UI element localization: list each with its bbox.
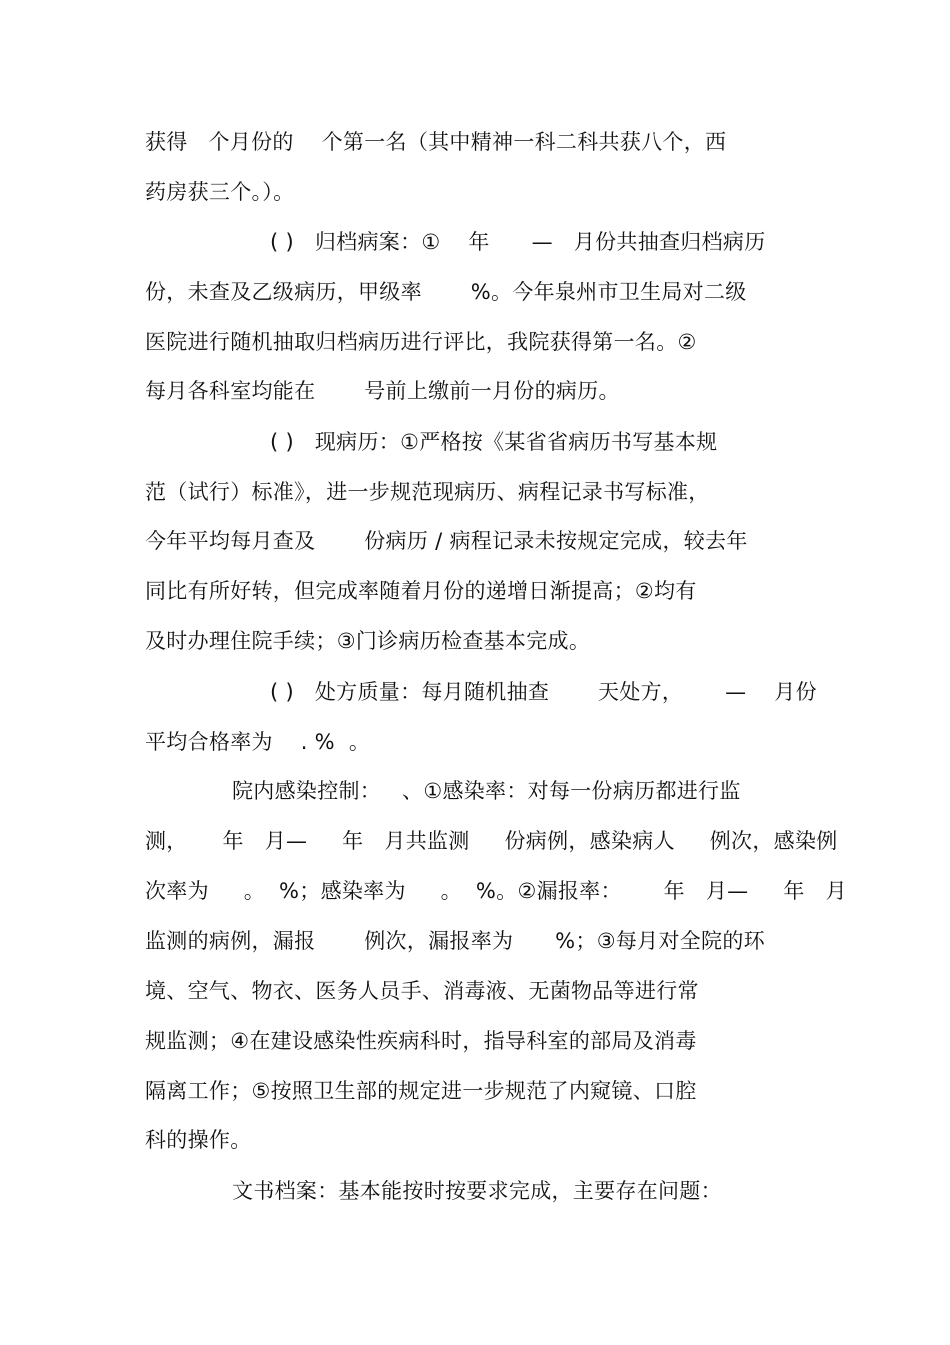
text-line: 平均合格率为 . % 。: [145, 730, 371, 754]
text-line: 同比有所好转，但完成率随着月份的递增日渐提高；②均有: [145, 579, 697, 603]
text-line: 医院进行随机抽取归档病历进行评比，我院获得第一名。②: [145, 330, 697, 354]
text-line: 药房获三个。）。: [145, 180, 295, 204]
text-line: 每月各科室均能在 号前上缴前一月份的病历。: [145, 379, 620, 403]
text-line: ( ) 归档病案：① 年 — 月份共抽查归档病历: [270, 230, 766, 254]
text-line: 范（试行）标准》，进一步规范现病历、病程记录书写标准，: [145, 480, 710, 504]
text-line: 份，未查及乙级病历，甲级率 %。今年泉州市卫生局对二级: [145, 280, 747, 304]
text-line: 监测的病例，漏报 例次，漏报率为 %；③每月对全院的环: [145, 929, 765, 953]
text-line: 测， 年 月— 年 月共监测 份病例，感染病人 例次，感染例: [145, 829, 838, 853]
text-line: 及时办理住院手续；③门诊病历检查基本完成。: [145, 629, 591, 653]
text-line: 今年平均每月查及 份病历 / 病程记录未按规定完成，较去年: [145, 529, 748, 553]
text-line: 科的操作。: [145, 1128, 252, 1152]
text-line: ( ) 处方质量：每月随机抽查 天处方， — 月份: [270, 680, 817, 704]
text-line: 隔离工作；⑤按照卫生部的规定进一步规范了内窥镜、口腔: [145, 1079, 697, 1103]
text-line: 规监测；④在建设感染性疾病科时，指导科室的部局及消毒: [145, 1029, 697, 1053]
text-line: ( ) 现病历：①严格按《某省省病历书写基本规: [270, 430, 718, 454]
text-line: 境、空气、物衣、医务人员手、消毒液、无菌物品等进行常: [145, 979, 699, 1003]
text-line: 文书档案：基本能按时按要求完成，主要存在问题：: [232, 1179, 722, 1203]
text-line: 院内感染控制： 、①感染率：对每一份病历都进行监: [232, 779, 741, 803]
text-line: 次率为 。 %；感染率为 。 %。②漏报率： 年 月— 年 月: [145, 879, 847, 903]
text-line: 获得 个月份的 个第一名（其中精神一科二科共获八个，西: [145, 130, 727, 154]
